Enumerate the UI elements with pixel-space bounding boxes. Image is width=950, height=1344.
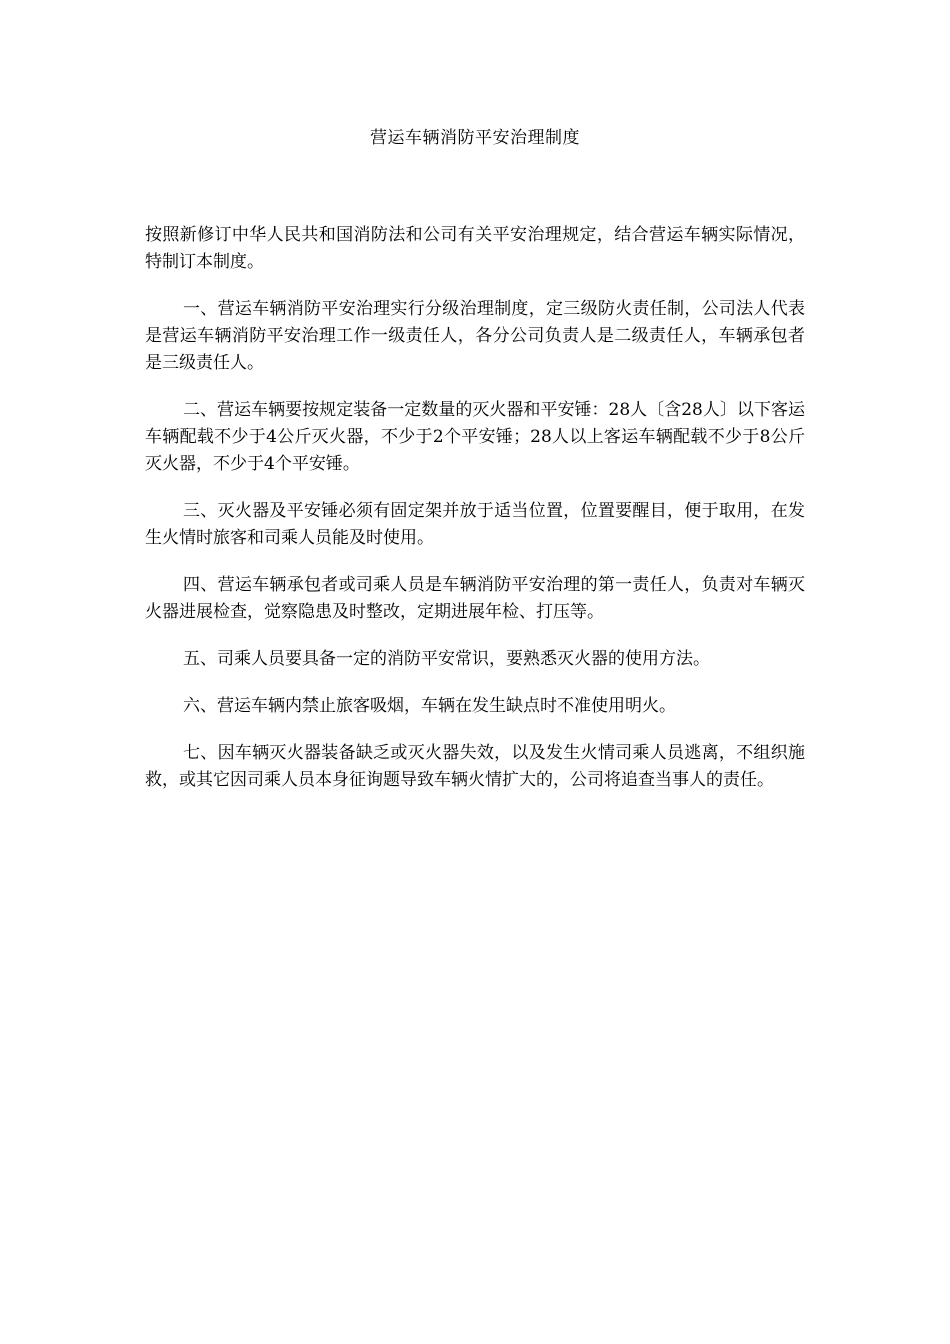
intro-paragraph: 按照新修订中华人民共和国消防法和公司有关平安治理规定，结合营运车辆实际情况，特制订本制度。 bbox=[145, 225, 805, 272]
article-7: 七、因车辆灭火器装备缺乏或灭火器失效，以及发生火情司乘人员逃离，不组织施救，或其它因司乘人员本身征询题导致车辆火情扩大的，公司将追查当事人的责任。 bbox=[145, 743, 805, 790]
article-6: 六、营运车辆内禁止旅客吸烟，车辆在发生缺点时不准使用明火。 bbox=[183, 696, 676, 716]
document-title: 营运车辆消防平安治理制度 bbox=[370, 128, 580, 148]
article-3: 三、灭火器及平安锤必须有固定架并放于适当位置，位置要醒目，便于取用，在发生火情时旅客和司乘人员能及时使用。 bbox=[145, 501, 805, 548]
article-4: 四、营运车辆承包者或司乘人员是车辆消防平安治理的第一责任人，负责对车辆灭火器进展检查，觉察隐患及时整改，定期进展年检、打压等。 bbox=[145, 575, 805, 622]
article-1: 一、营运车辆消防平安治理实行分级治理制度，定三级防火责任制，公司法人代表是营运车辆消防平安治理工作一级责任人，各分公司负责人是二级责任人，车辆承包者是三级责任人。 bbox=[145, 299, 805, 373]
document-body bbox=[145, 222, 805, 814]
article-2: 二、营运车辆要按规定装备一定数量的灭火器和平安锤：28人〔含28人〕以下客运车辆配载不少于4公斤灭火器，不少于2个平安锤；28人以上客运车辆配载不少于8公斤灭火器，不少于4个平安锤。 bbox=[145, 400, 805, 474]
article-5: 五、司乘人员要具备一定的消防平安常识，要熟悉灭火器的使用方法。 bbox=[183, 649, 710, 669]
